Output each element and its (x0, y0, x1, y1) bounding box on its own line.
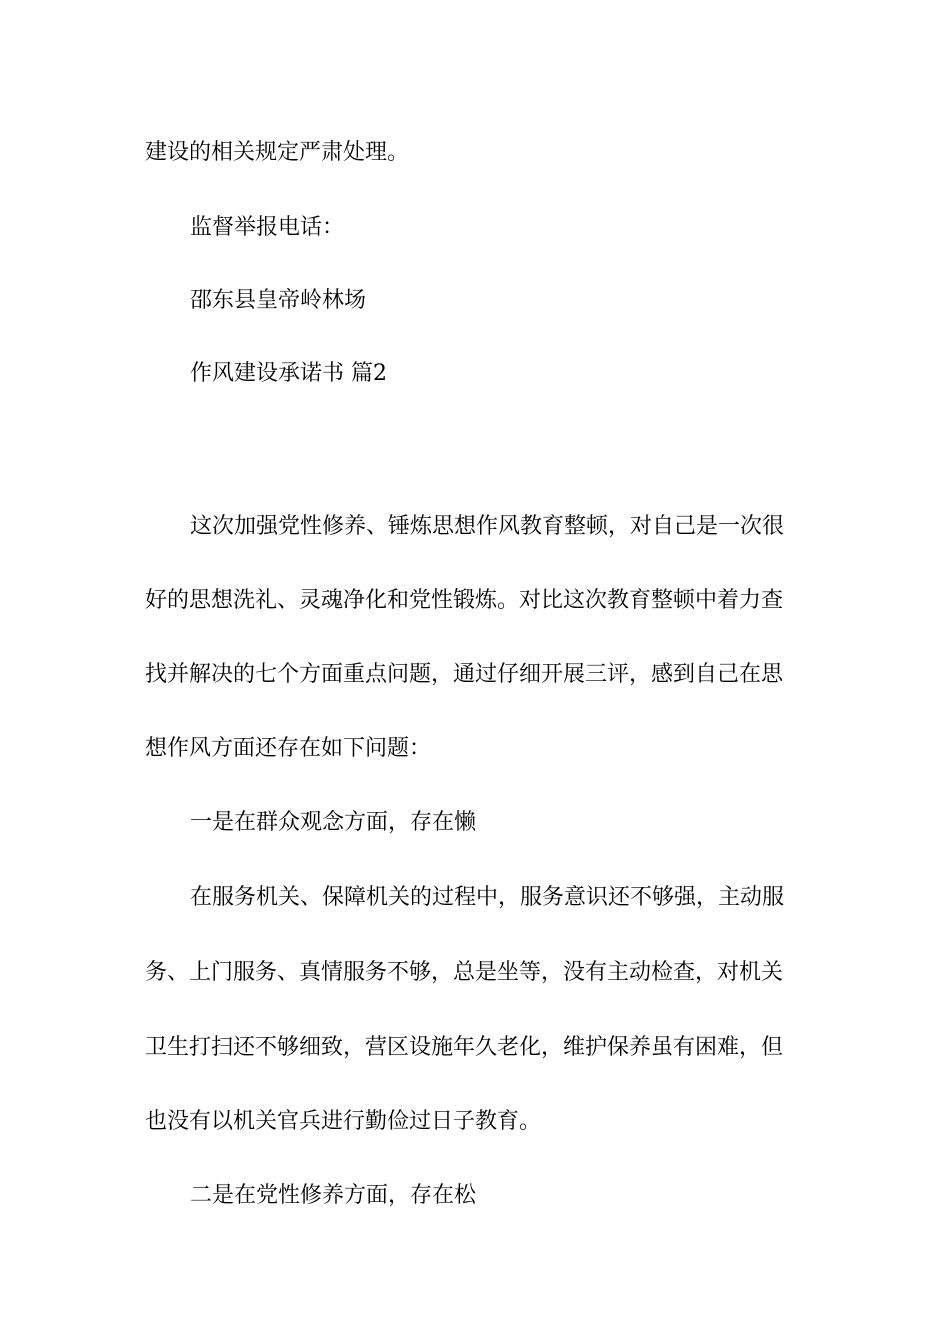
text-line: 想作风方面还存在如下问题： (145, 736, 432, 761)
text-line: 邵东县皇帝岭林场 (190, 288, 367, 313)
text-line: 卫生打扫还不够细致，营区设施年久老化，维护保养虽有困难，但 (145, 1035, 784, 1060)
text-line: 也没有以机关官兵进行勤俭过日子教育。 (145, 1109, 542, 1134)
text-line: 监督举报电话： (190, 215, 345, 240)
text-line: 找并解决的七个方面重点问题，通过仔细开展三评，感到自己在思 (145, 662, 784, 687)
section-heading: 作风建设承诺书 篇2 (190, 361, 387, 386)
text-line: 二是在党性修养方面，存在松 (190, 1183, 477, 1208)
text-line: 在服务机关、保障机关的过程中，服务意识还不够强，主动服 (190, 885, 785, 910)
text-line: 建设的相关规定严肃处理。 (145, 140, 410, 165)
text-line: 这次加强党性修养、锤炼思想作风教育整顿，对自己是一次很 (190, 514, 785, 539)
text-line: 务、上门服务、真情服务不够，总是坐等，没有主动检查，对机关 (145, 960, 784, 985)
text-line: 好的思想洗礼、灵魂净化和党性锻炼。对比这次教育整顿中着力查 (145, 588, 784, 613)
text-line: 一是在群众观念方面，存在懒 (190, 810, 477, 835)
